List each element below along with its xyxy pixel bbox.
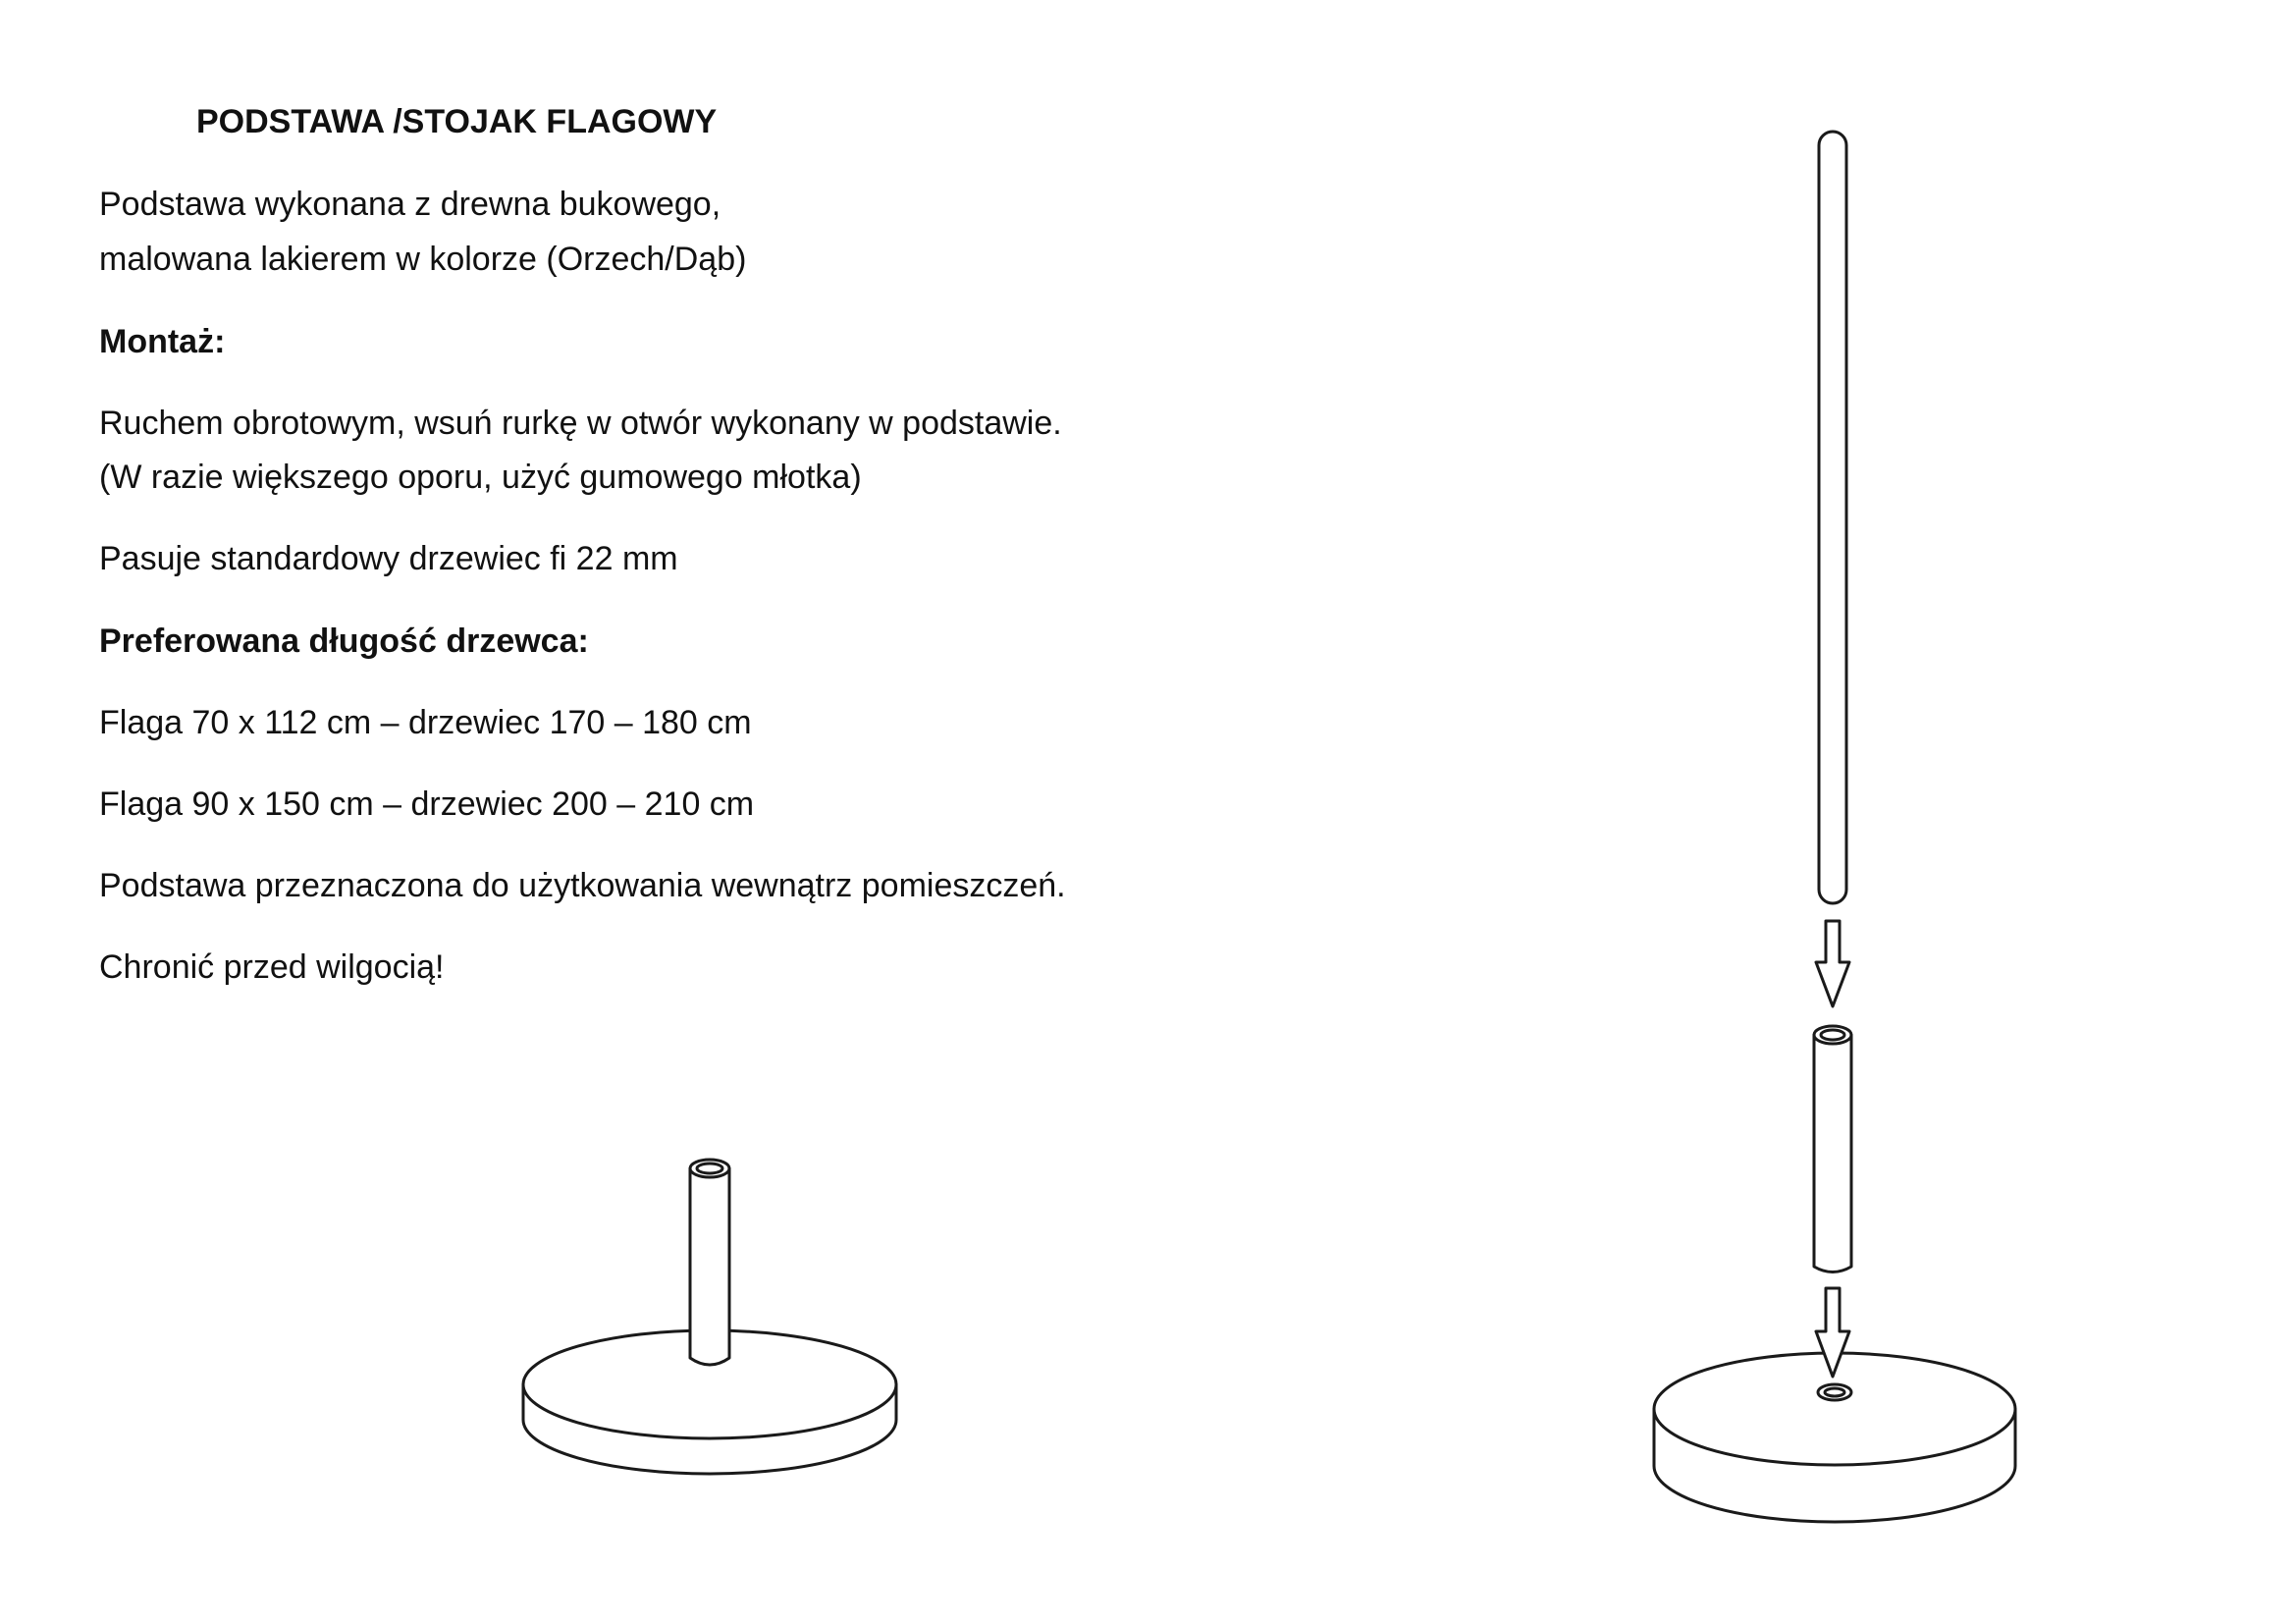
base-hole-outer	[1818, 1384, 1851, 1400]
usage-note: Podstawa przeznaczona do użytkowania wewnątrz pomieszczeń.	[99, 867, 1066, 904]
moisture-warning: Chronić przed wilgocią!	[99, 948, 445, 986]
flagpole	[1819, 132, 1846, 903]
flag-size-1: Flaga 70 x 112 cm – drzewiec 170 – 180 cm	[99, 704, 752, 741]
description-line-1: Podstawa wykonana z drewna bukowego,	[99, 186, 721, 223]
fit-note: Pasuje standardowy drzewiec fi 22 mm	[99, 540, 678, 577]
assembly-heading: Montaż:	[99, 323, 226, 360]
assembled-stand-illustration	[523, 1160, 896, 1474]
tube-body	[690, 1168, 729, 1365]
length-heading: Preferowana długość drzewca:	[99, 623, 589, 660]
exploded-assembly-illustration	[1654, 132, 2015, 1522]
description-line-2: malowana lakierem w kolorze (Orzech/Dąb)	[99, 241, 747, 278]
assembly-line-2: (W razie większego oporu, użyć gumowego młotka)	[99, 459, 862, 496]
assembly-line-1: Ruchem obrotowym, wsuń rurkę w otwór wykonany w podstawie.	[99, 405, 1062, 442]
arrow-down-icon	[1816, 921, 1849, 1006]
tube-body	[1814, 1035, 1851, 1272]
page-title: PODSTAWA /STOJAK FLAGOWY	[196, 103, 718, 140]
flag-size-2: Flaga 90 x 150 cm – drzewiec 200 – 210 cm	[99, 785, 755, 823]
